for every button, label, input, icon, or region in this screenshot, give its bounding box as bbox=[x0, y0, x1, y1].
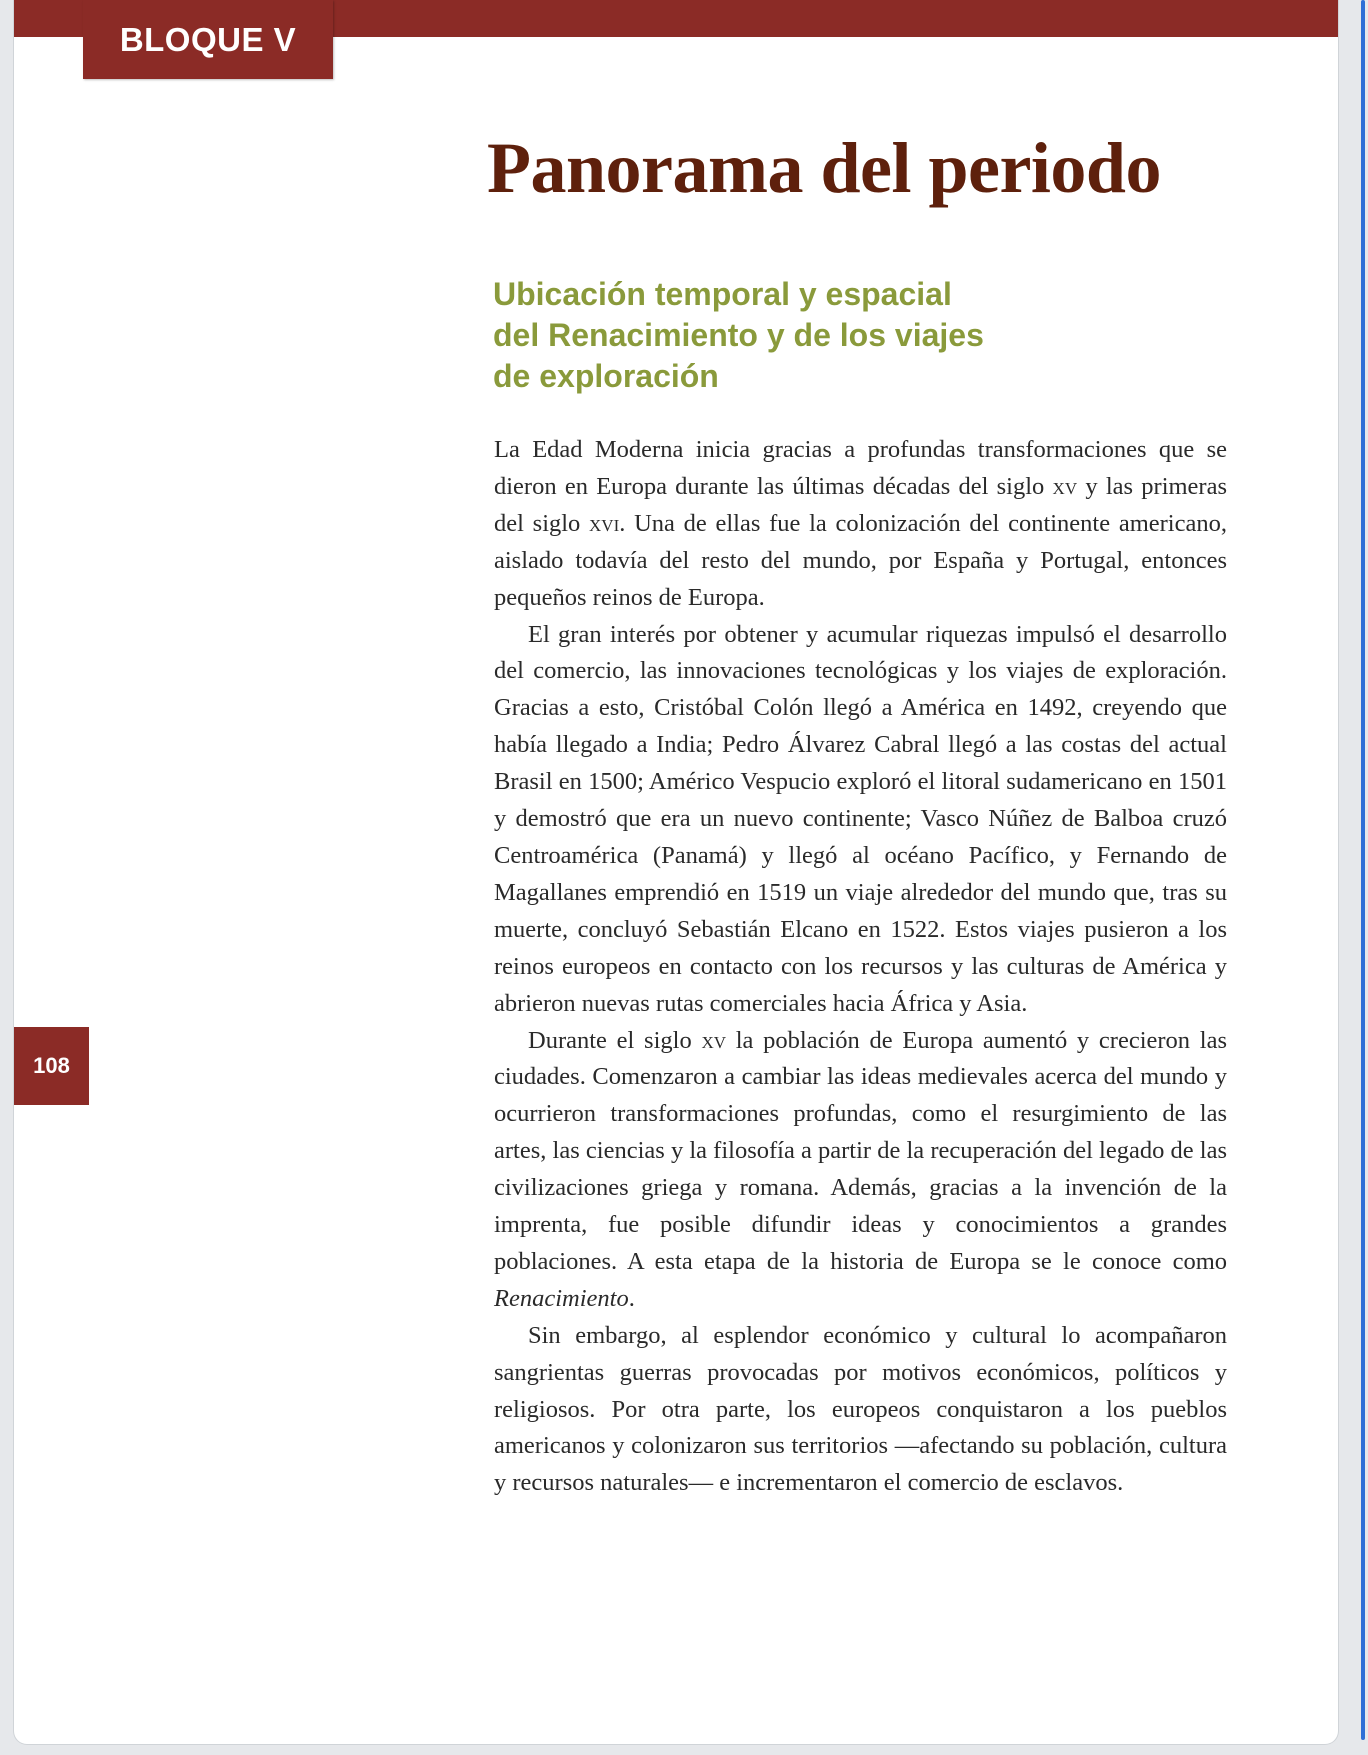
paragraph-1 bbox=[494, 432, 1227, 617]
renacimiento-term: Renacimiento bbox=[494, 1284, 629, 1312]
book-page bbox=[13, 0, 1339, 1745]
page-number-badge: 108 bbox=[14, 1027, 89, 1105]
paragraph-3-text-e: . bbox=[628, 1284, 635, 1312]
viewer-scroll-edge bbox=[1361, 0, 1365, 1740]
section-heading-line-3: de exploración bbox=[493, 358, 719, 394]
page-title: Panorama del periodo bbox=[487, 128, 1161, 208]
paragraph-3-text-a: Durante el siglo bbox=[528, 1026, 702, 1054]
paragraph-1-text-a: La Edad Moderna inicia gracias a profundas transformaciones que se dieron en Europa durante las últimas décadas del siglo bbox=[494, 436, 1227, 500]
section-heading-line-1: Ubicación temporal y espacial bbox=[493, 276, 952, 312]
century-numeral: xv bbox=[701, 1026, 726, 1054]
block-label-tab: BLOQUE V bbox=[83, 0, 333, 79]
century-numeral: xvi bbox=[589, 509, 620, 537]
paragraph-1-text-c: y las primeras del siglo bbox=[494, 472, 1228, 537]
paragraph-3 bbox=[494, 1023, 1227, 1318]
paragraph-2: El gran interés por obtener y acumular riquezas impulsó el desarrollo del comercio, las innovaciones tecnológicas y los viajes de exploración. Gracias a esto, Cristóbal Colón llegó a América en 1492, creyendo que había llegado a India; Pedro Álvarez Cabral llegó a las costas del actual Brasil en 1500; Américo Vespucio exploró el litoral sudamericano en 1501 y demostró que era un nuevo continente; Vasco Núñez de Balboa cruzó Centroamérica (Panamá) y llegó al océano Pacífico, y Fernando de Magallanes emprendió en 1519 un viaje alrededor del mundo que, tras su muerte, concluyó Sebastián Elcano en 1522. Estos viajes pusieron a los reinos europeos en contacto con los recursos y las culturas de América y abrieron nuevas rutas comerciales hacia África y Asia. bbox=[494, 620, 1227, 1017]
body-text bbox=[494, 432, 1227, 1502]
paragraph-4: Sin embargo, al esplendor económico y cultural lo acompañaron sangrientas guerras provocadas por motivos económicos, políticos y religiosos. Por otra parte, los europeos conquistaron a los pueblos americanos y colonizaron sus territorios —afectando su población, cultura y recursos naturales— e incrementaron el comercio de esclavos. bbox=[494, 1321, 1227, 1497]
paragraph-1-text-e: . Una de ellas fue la colonización del continente americano, aislado todavía del resto del mundo, por España y Portugal, entonces pequeños reinos de Europa. bbox=[494, 509, 1227, 611]
section-heading-line-2: del Renacimiento y de los viajes bbox=[493, 317, 984, 353]
section-heading bbox=[493, 274, 1053, 397]
paragraph-3-text-c: la población de Europa aumentó y crecieron las ciudades. Comenzaron a cambiar las ideas medievales acerca del mundo y ocurrieron transformaciones profundas, como el resurgimiento de las artes, las ciencias y la filosofía a partir de la recuperación del legado de las civilizaciones griega y romana. Además, gracias a la invención de la imprenta, fue posible difundir ideas y conocimientos a grandes poblaciones. A esta etapa de la historia de Europa se le conoce como bbox=[494, 1026, 1227, 1275]
century-numeral: xv bbox=[1052, 472, 1078, 500]
